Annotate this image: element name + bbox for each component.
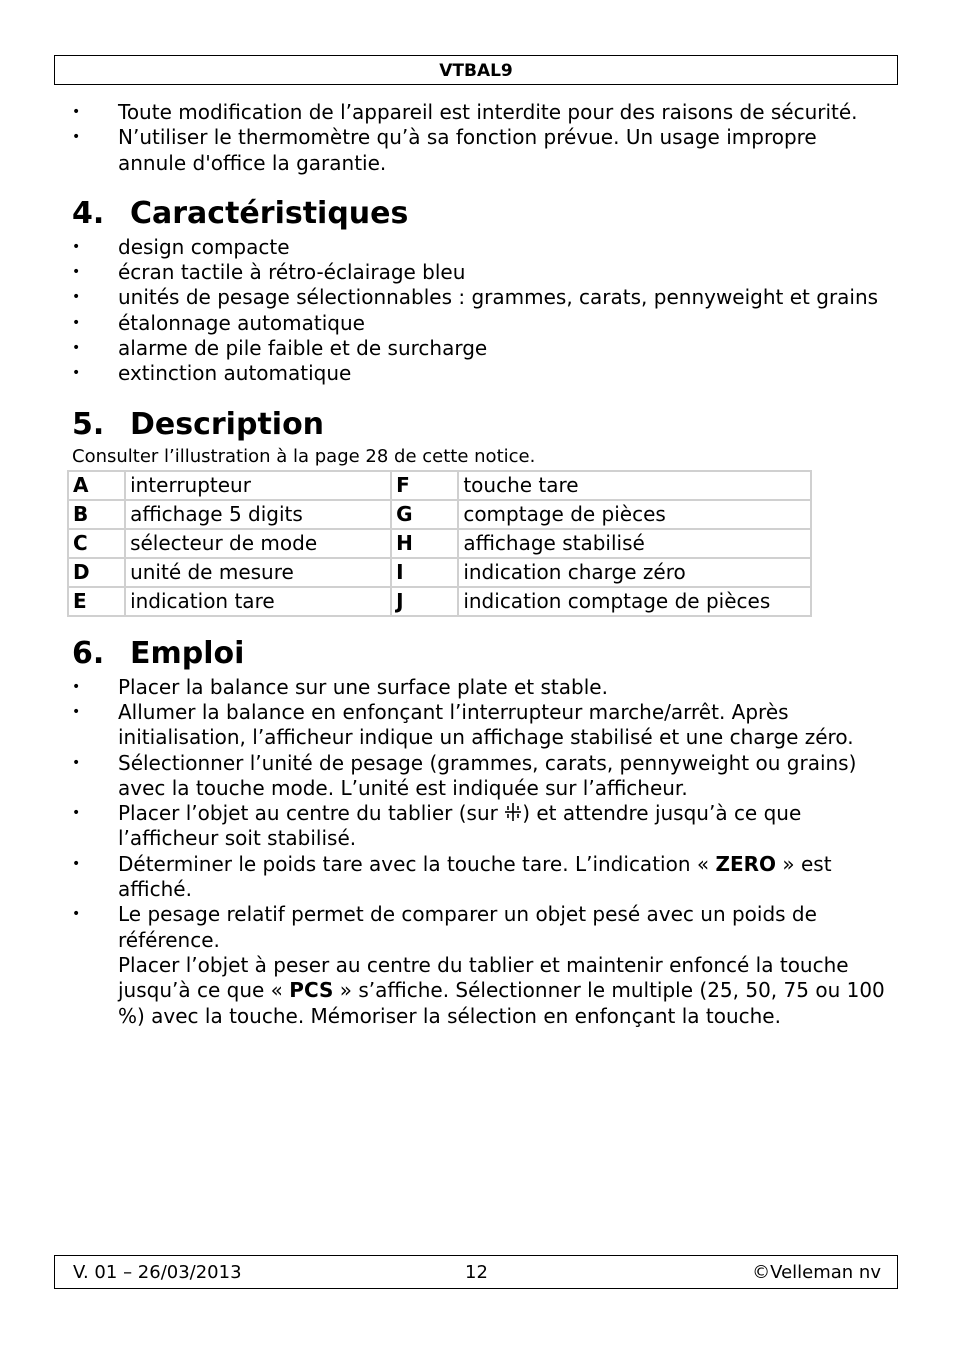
table-value: interrupteur <box>125 471 391 500</box>
list-item: • Déterminer le poids tare avec la touche tare. L’indication « ZERO » est affiché. <box>72 851 832 902</box>
table-row <box>68 558 811 587</box>
list-item: • Le pesage relatif permet de comparer un objet pesé avec un poids de référence. Placer l’objet à peser au centre du tablier et maintenir enfoncé la touche jusqu’à ce que « PCS » s’affiche. Sélectionner le multiple (25, 50, 75 ou 100 %) avec la touche. Mémoriser la sélection en enfonçant la touche. <box>72 902 887 1028</box>
table-key: A <box>68 471 125 500</box>
table-value: affichage 5 digits <box>125 500 391 529</box>
table-value: unité de mesure <box>125 558 391 587</box>
page-header <box>54 55 898 85</box>
table-value: indication charge zéro <box>458 558 811 587</box>
bullet-icon: • <box>72 906 81 923</box>
bullet-icon: • <box>72 340 81 357</box>
list-item: • étalonnage automatique <box>72 310 365 335</box>
list-item: • écran tactile à rétro-éclairage bleu <box>72 260 466 285</box>
list-item: • Placer l’objet au centre du tablier (sur ) et attendre jusqu’à ce que l’afficheur soit stabilisé. <box>72 801 802 851</box>
bullet-icon: • <box>72 703 81 720</box>
bullet-icon: • <box>72 678 81 695</box>
bullet-icon: • <box>72 805 81 822</box>
bullet-icon: • <box>72 264 81 281</box>
table-value: indication tare <box>125 587 391 616</box>
section-heading-characteristics: 4. Caractéristiques <box>72 195 409 231</box>
bullet-icon: • <box>72 754 81 771</box>
bullet-icon: • <box>72 238 81 255</box>
table-row <box>68 529 811 558</box>
list-item-continuation: Placer l’objet à peser au centre du tablier et maintenir enfoncé la touche jusqu’à ce que « PCS » s’affiche. Sélectionner le multiple (25, 50, 75 ou 100 %) avec la touche. Mémoriser la sélection en enfonçant la touche. <box>118 952 885 1028</box>
page-footer <box>54 1255 898 1289</box>
bullet-icon: • <box>72 314 81 331</box>
list-item: • extinction automatique <box>72 361 352 386</box>
intro-bullet-list <box>72 100 887 176</box>
model-name: VTBAL9 <box>439 61 513 81</box>
table-key: G <box>391 500 458 529</box>
list-item: • Placer la balance sur une surface plate et stable. <box>72 674 608 699</box>
bullet-icon: • <box>72 104 81 120</box>
table-key: F <box>391 471 458 500</box>
table-row <box>68 471 811 500</box>
characteristics-list <box>72 235 887 387</box>
table-value: indication comptage de pièces <box>458 587 811 616</box>
list-item: • N’utiliser le thermomètre qu’à sa fonction prévue. Un usage impropre annule d'office la garantie. <box>72 125 817 175</box>
usage-list <box>72 675 887 1029</box>
page-content <box>72 100 887 1029</box>
list-item: • design compacte <box>72 234 290 259</box>
table-key: J <box>391 587 458 616</box>
list-item: • Sélectionner l’unité de pesage (grammes, carats, pennyweight ou grains) avec la touche mode. L’unité est indiquée sur l’afficheur. <box>72 750 857 800</box>
table-row <box>68 587 811 616</box>
table-value: comptage de pièces <box>458 500 811 529</box>
section-heading-description: 5. Description <box>72 406 325 442</box>
table-value: affichage stabilisé <box>458 529 811 558</box>
table-key: C <box>68 529 125 558</box>
table-key: B <box>68 500 125 529</box>
table-value: touche tare <box>458 471 811 500</box>
table-key: I <box>391 558 458 587</box>
table-key: E <box>68 587 125 616</box>
page-number: 12 <box>465 1262 488 1283</box>
description-table <box>67 470 812 617</box>
table-key: H <box>391 529 458 558</box>
bullet-icon: • <box>72 289 81 306</box>
table-row <box>68 500 811 529</box>
list-item: • Allumer la balance en enfonçant l’interrupteur marche/arrêt. Après initialisation, l’afficheur indique un affichage stabilisé et une charge zéro. <box>72 699 854 750</box>
section-heading-usage: 6. Emploi <box>72 635 245 671</box>
bullet-icon: • <box>72 365 81 382</box>
bullet-icon: • <box>72 129 81 146</box>
footer-version: V. 01 – 26/03/2013 <box>73 1262 242 1283</box>
list-item: • alarme de pile faible et de surcharge <box>72 336 488 361</box>
table-value: sélecteur de mode <box>125 529 391 558</box>
footer-copyright: ©Velleman nv <box>752 1262 881 1283</box>
description-intro: Consulter l’illustration à la page 28 de cette notice. <box>72 445 536 467</box>
list-item: • unités de pesage sélectionnables : grammes, carats, pennyweight et grains <box>72 285 879 310</box>
table-key: D <box>68 558 125 587</box>
tare-symbol-icon <box>504 802 522 822</box>
list-item: • Toute modification de l’appareil est interdite pour des raisons de sécurité. <box>72 100 858 124</box>
bullet-icon: • <box>72 855 81 872</box>
